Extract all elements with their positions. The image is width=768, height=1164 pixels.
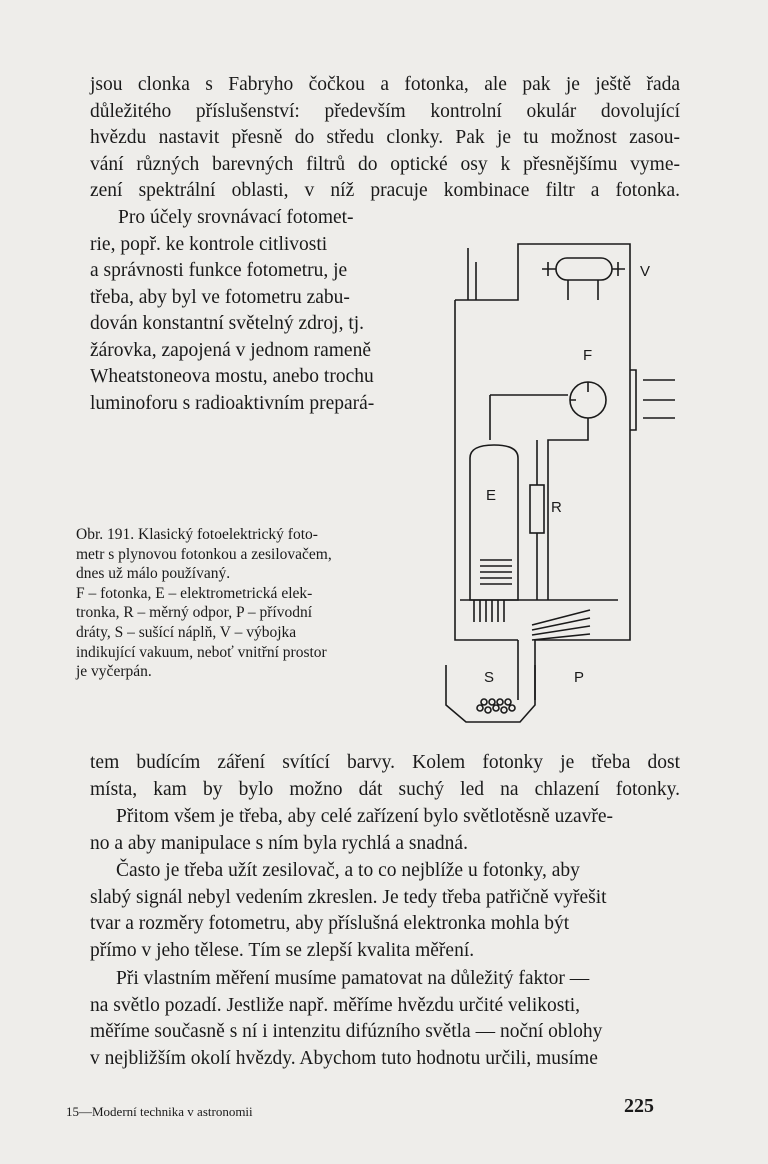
text-line: přímo v jeho tělese. Tím se zlepší kvalita měření. — [90, 939, 475, 961]
text-line: v nejbližším okolí hvězdy. Abychom tuto hodnotu určili, musíme — [90, 1047, 598, 1069]
caption-line: F – fotonka, E – elektrometrická elek- — [76, 584, 313, 602]
text-line: tem budícím záření svítící barvy. Kolem fotonky je třeba dost — [90, 752, 680, 773]
lead-wires-p — [532, 610, 590, 640]
label-s: S — [484, 669, 495, 686]
text-line: a správnosti funkce fotometru, je — [90, 260, 348, 281]
discharge-tube-v — [556, 258, 612, 280]
paragraph-after-4 — [90, 966, 680, 1072]
top-paragraph — [90, 72, 680, 205]
paragraph-after-2 — [90, 804, 680, 857]
text-line: Wheatstoneova mostu, anebo trochu — [90, 366, 374, 387]
caption-line: je vyčerpán. — [76, 663, 152, 681]
page-number: 225 — [624, 1095, 654, 1117]
text-line: jsou clonka s Fabryho čočkou a fotonka, ale pak je ještě řada — [90, 74, 680, 95]
text-line: zení spektrální oblasti, v níž pracuje kombinace filtr a fotonka. — [90, 180, 680, 201]
running-footer: 15—Moderní technika v astronomii — [66, 1104, 253, 1119]
left-column-text — [90, 205, 415, 417]
paragraph-after-1 — [90, 750, 680, 803]
text-line: no a aby manipulace s ním byla rychlá a snadná. — [90, 832, 468, 854]
text-line: tvar a rozměry fotometru, aby příslušná elektronka mohla být — [90, 913, 570, 934]
text-line: místa, kam by bylo možno dát suchý led na chlazení fotonky. — [90, 778, 680, 800]
text-line: rie, popř. ke kontrole citlivosti — [90, 233, 328, 255]
text-line: hvězdu nastavit přesně do středu clonky. Pak je tu možnost zasou- — [90, 127, 680, 148]
electrometer-tube-e — [470, 445, 518, 600]
caption-line: tronka, R – měrný odpor, P – přívodní — [76, 604, 313, 622]
text-line: žárovka, zapojená v jednom rameně — [90, 339, 371, 361]
paragraph-after-3 — [90, 858, 680, 964]
caption-line: dráty, S – sušící náplň, V – výbojka — [76, 623, 297, 641]
label-f: F — [583, 347, 593, 364]
caption-line: dnes už málo používaný. — [76, 565, 231, 583]
text-line: měříme současně s ní i intenzitu difúzního světla — noční oblohy — [90, 1021, 603, 1042]
caption-line: indikující vakuum, neboť vnitřní prostor — [76, 643, 327, 661]
label-r: R — [551, 499, 562, 516]
housing-outline — [455, 244, 630, 640]
text-line: luminoforu s radioaktivním prepará- — [90, 392, 375, 414]
label-v: V — [640, 263, 651, 280]
text-line: Při vlastním měření musíme pamatovat na důležitý faktor — — [116, 968, 590, 989]
label-p: P — [574, 669, 585, 686]
text-line: slabý signál nebyl vedením zkreslen. Je tedy třeba patřičně vyřešit — [90, 886, 607, 908]
label-e: E — [486, 487, 497, 504]
text-line: třeba, aby byl ve fotometru zabu- — [90, 286, 350, 308]
text-line: Přitom všem je třeba, aby celé zařízení bylo světlotěsně uzavře- — [116, 806, 614, 827]
incoming-light-rays — [643, 380, 675, 418]
text-line: dován konstantní světelný zdroj, tj. — [90, 313, 365, 334]
text-line: Často je třeba užít zesilovač, a to co nejblíže u fotonky, aby — [116, 860, 580, 881]
text-line: Pro účely srovnávací fotomet- — [118, 207, 354, 228]
text-line: na světlo pozadí. Jestliže např. měříme hvězdu určité velikosti, — [90, 994, 581, 1016]
text-line: důležitého příslušenství: především kontrolní okulár dovolující — [90, 100, 680, 122]
caption-line: Obr. 191. Klasický fotoelektrický foto- — [76, 526, 318, 543]
caption-line: metr s plynovou fotonkou a zesilovačem, — [76, 545, 332, 563]
resistor-r — [530, 485, 544, 533]
photometer-diagram — [436, 232, 686, 724]
figure-caption — [76, 525, 406, 682]
text-line: vání různých barevných filtrů do optické osy k přesnějšímu vyme- — [90, 153, 680, 175]
